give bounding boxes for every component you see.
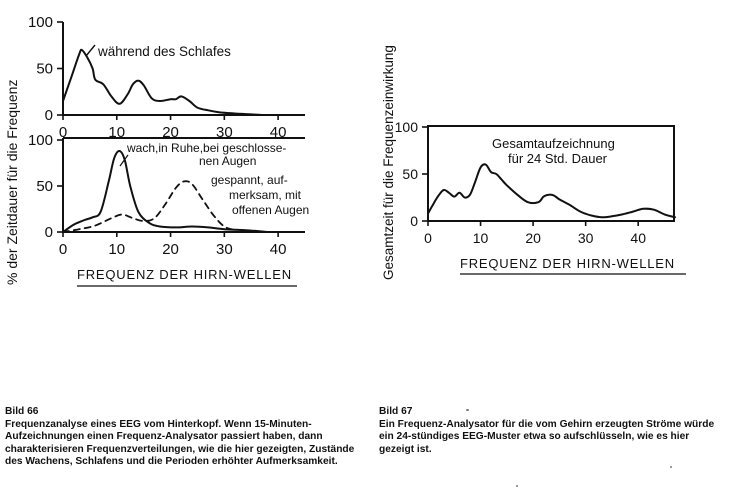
total-x-tick-label: 0 bbox=[424, 230, 432, 246]
sleep-y-tick-label: 50 bbox=[36, 60, 53, 78]
total-x-tick-label: 40 bbox=[630, 230, 647, 246]
sleep-series-line-0 bbox=[63, 50, 262, 115]
scan-speck bbox=[670, 466, 672, 468]
left-y-axis-label: % der Zeitdauer für die Frequenz bbox=[4, 79, 20, 285]
awake-y-tick-label: 100 bbox=[27, 132, 53, 149]
awake-x-tick-label: 40 bbox=[269, 241, 287, 258]
total-y-tick-label: 50 bbox=[402, 166, 418, 182]
sleep-x-tick-label: 30 bbox=[215, 124, 233, 141]
scan-speck bbox=[466, 409, 469, 411]
awake-x-tick-label: 0 bbox=[58, 241, 68, 258]
total-x-tick-label: 30 bbox=[577, 230, 594, 246]
awake-x-tick-label: 20 bbox=[162, 241, 179, 258]
awake-panel bbox=[28, 132, 309, 258]
awake-closed-annotation-line2: nen Augen bbox=[199, 154, 257, 168]
total-y-tick-label: 100 bbox=[394, 119, 418, 135]
caption-66-text: Frequenzanalyse eines EEG vom Hinterkopf. Wenn 15-Minuten-Aufzeichnungen einen Frequenz-Analysator passiert haben, dann charakterisieren Frequenzverteilungen, wie die hier gezeigten, Zustände des Wachens, Schlafens und die Perioden erhöhter Aufmerksamkeit. bbox=[5, 418, 355, 468]
awake-x-tick-label: 30 bbox=[215, 241, 233, 258]
awake-y-tick-label: 0 bbox=[44, 224, 53, 241]
left-figure bbox=[4, 14, 309, 286]
total-annotation-line2: für 24 Std. Dauer bbox=[508, 151, 607, 166]
scan-speck bbox=[516, 485, 518, 487]
sleep-y-tick-label: 100 bbox=[27, 14, 53, 31]
total-x-tick-label: 10 bbox=[472, 230, 489, 246]
sleep-annotation: während des Schlafes bbox=[98, 44, 231, 59]
right-figure bbox=[381, 45, 686, 280]
alert-annotation-line3: offenen Augen bbox=[232, 203, 310, 217]
awake-series-line-1 bbox=[63, 181, 235, 232]
caption-66-title: Bild 66 bbox=[5, 406, 39, 417]
caption-67-title: Bild 67 bbox=[379, 406, 413, 417]
total-y-tick-label: 0 bbox=[410, 213, 418, 229]
total-x-tick-label: 20 bbox=[525, 230, 541, 246]
awake-x-tick-label: 10 bbox=[108, 241, 126, 258]
caption-bild-66 bbox=[5, 406, 357, 469]
sleep-x-tick-label: 20 bbox=[162, 124, 179, 141]
sleep-y-tick-label: 0 bbox=[44, 107, 53, 124]
right-x-axis-label: FREQUENZ DER HIRN-WELLEN bbox=[460, 256, 675, 271]
sleep-x-tick-label: 10 bbox=[108, 124, 126, 141]
sleep-x-tick-label: 40 bbox=[269, 124, 287, 141]
caption-bild-67 bbox=[379, 406, 717, 456]
awake-closed-annotation-line1: wach,in Ruhe,bei geschlosse- bbox=[127, 141, 287, 155]
caption-67-text: Ein Frequenz-Analysator für die vom Gehirn erzeugten Ströme würde ein 24-stündiges EEG-Muster etwa so aufschlüsseln, wie es hier gezeigt ist. bbox=[379, 418, 715, 455]
alert-annotation-line1: gespannt, auf- bbox=[211, 173, 288, 187]
alert-annotation-line2: merksam, mit bbox=[229, 188, 301, 202]
awake-y-tick-label: 50 bbox=[36, 178, 53, 195]
total-panel bbox=[395, 119, 675, 246]
sleep-panel bbox=[28, 14, 305, 141]
right-y-axis-label: Gesamtzeit für die Frequenzeinwirkung bbox=[381, 45, 396, 280]
total-annotation-line1: Gesamtaufzeichnung bbox=[492, 136, 615, 151]
total-series-line-0 bbox=[428, 164, 675, 217]
left-x-axis-label: FREQUENZ DER HIRN-WELLEN bbox=[77, 267, 292, 282]
sleep-x-tick-label: 0 bbox=[58, 124, 68, 141]
sleep-annotation-leader bbox=[86, 45, 95, 56]
